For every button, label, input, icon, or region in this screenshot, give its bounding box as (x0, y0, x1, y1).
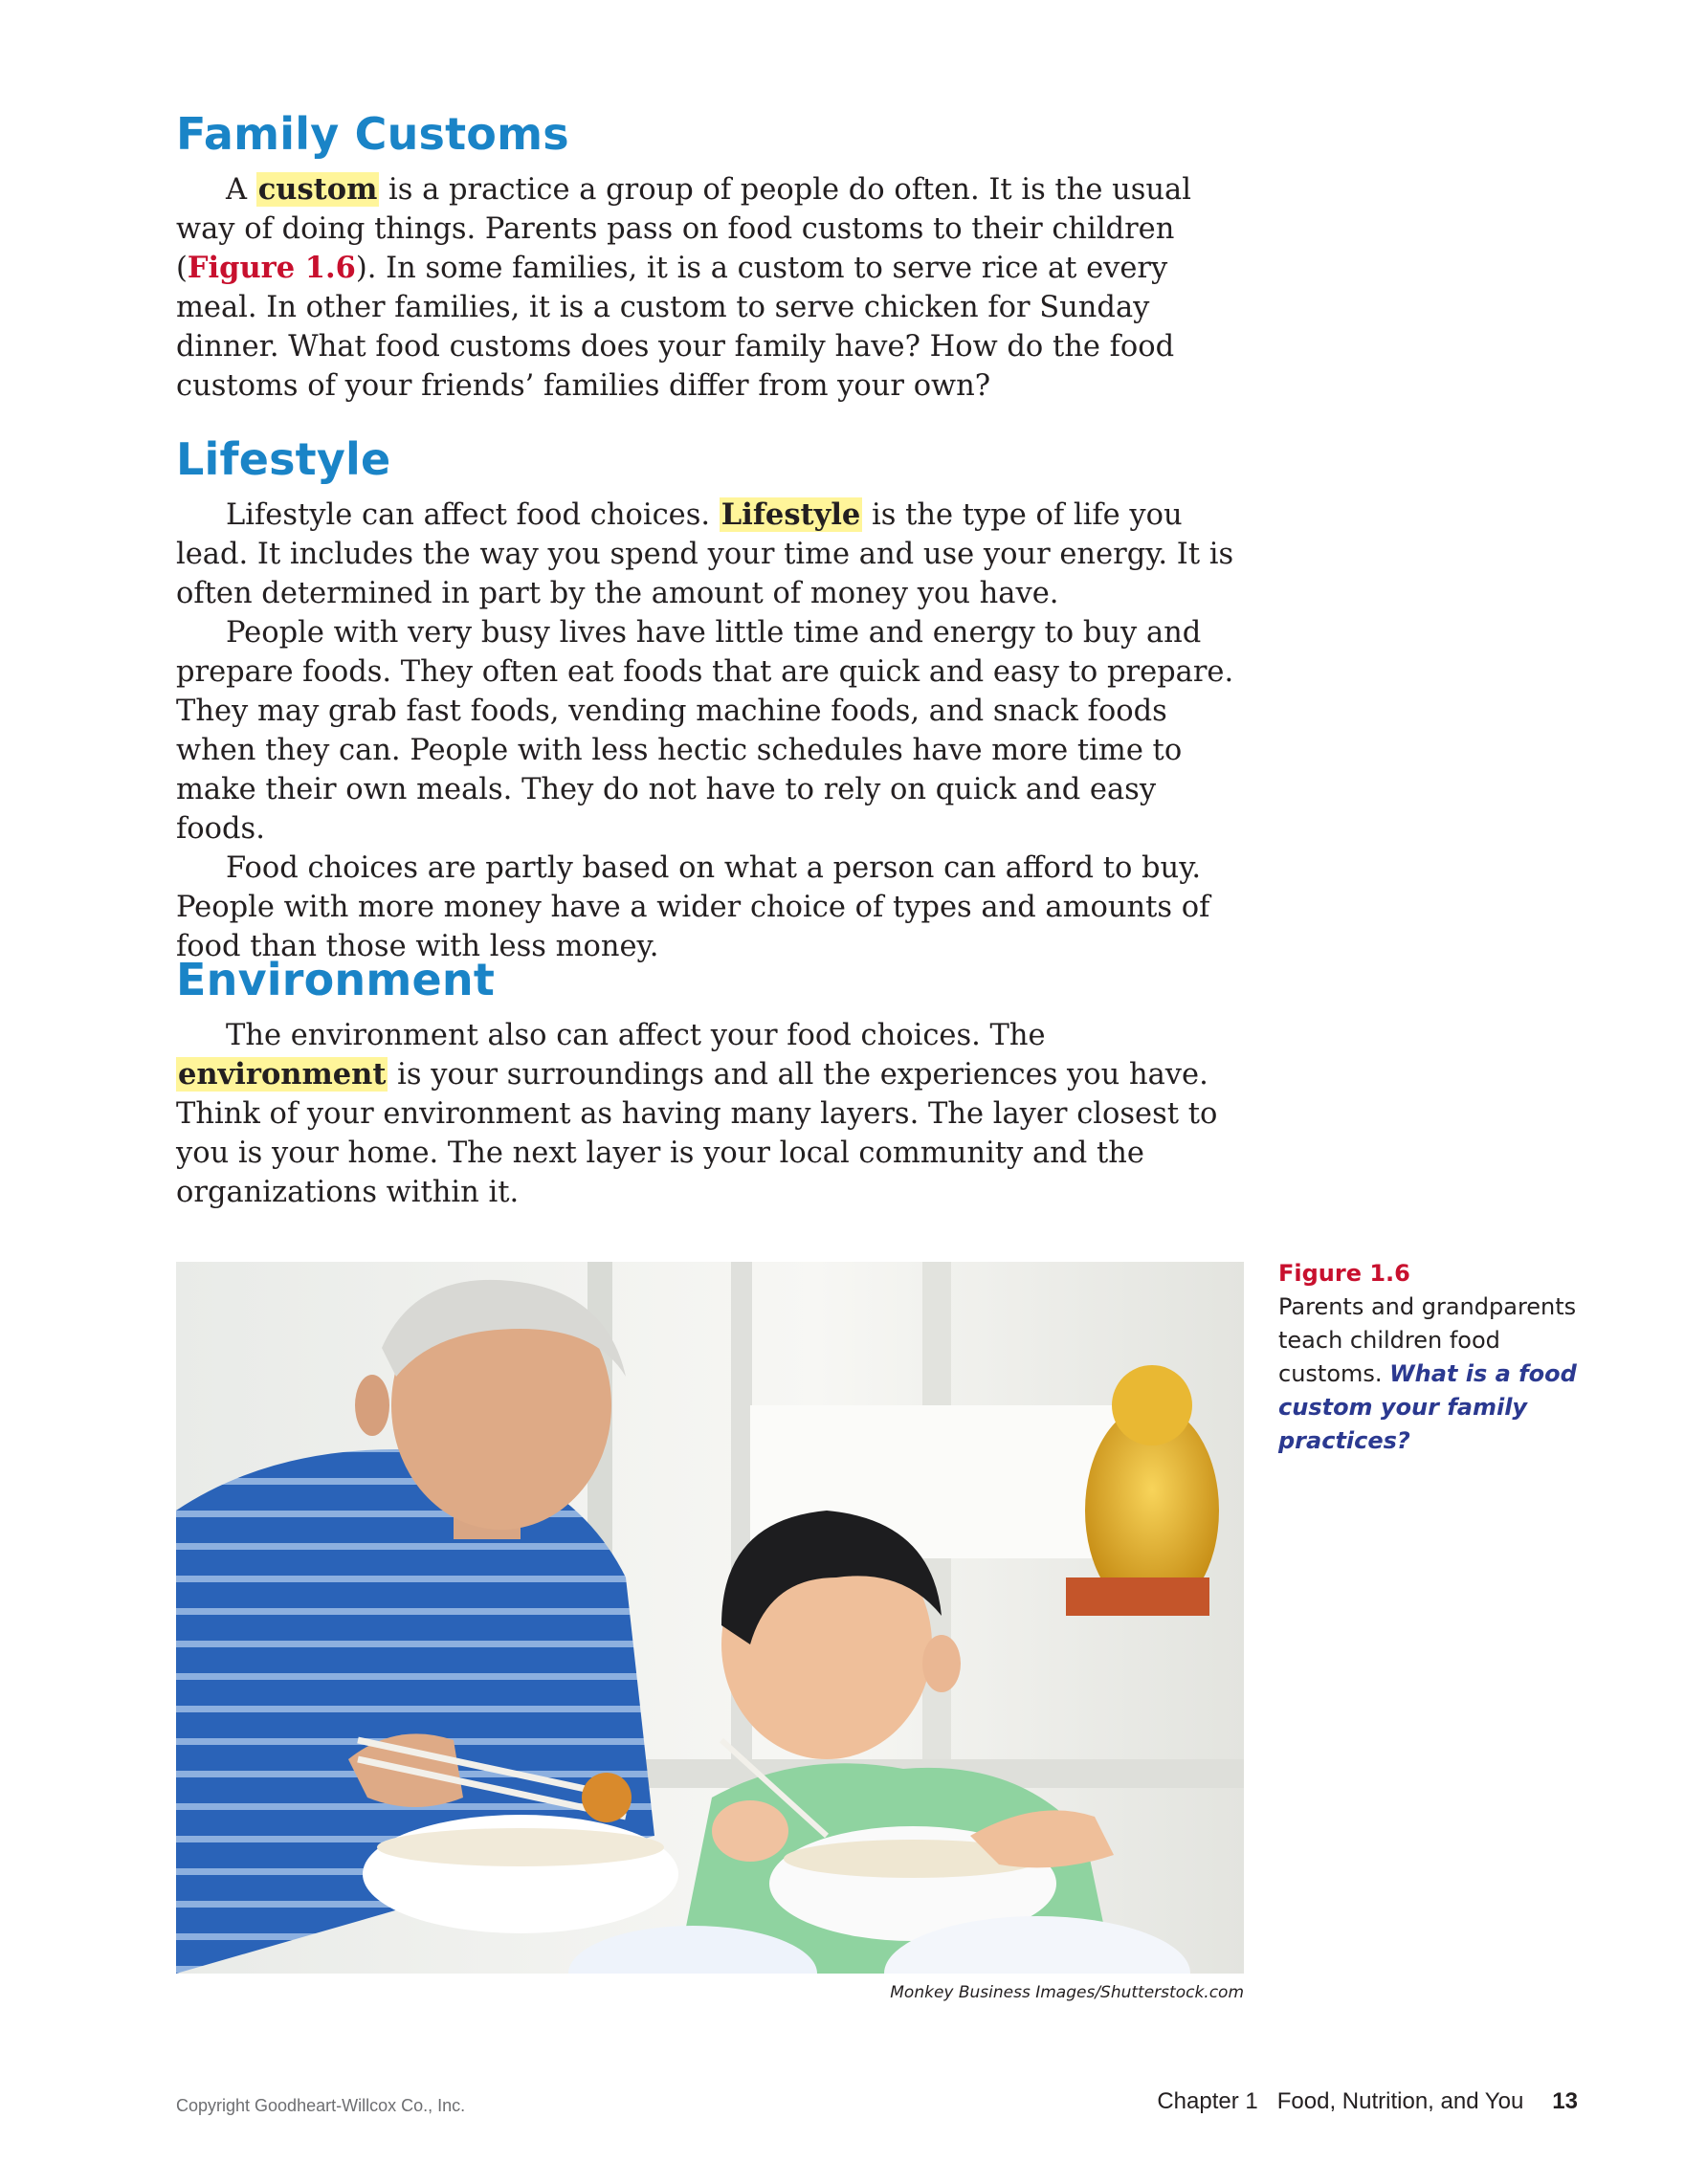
photo-illustration (176, 1262, 1244, 1974)
key-term-environment: environment (178, 1057, 387, 1092)
text-run: Lifestyle can affect food choices. (226, 498, 720, 532)
text-run: is a practice a group of people do often. It is the usual way of doing things. Parents pass on food customs to their children ( (176, 173, 1191, 285)
lifestyle-body (176, 496, 1253, 966)
caption-text: Parents and grandparents teach children food customs. (1278, 1293, 1577, 1387)
key-term-custom: custom (257, 172, 378, 207)
lifestyle-paragraph-3: Food choices are partly based on what a person can afford to buy. People with more money have a wider choice of types and amounts of food than those with less money. (176, 851, 1210, 963)
lifestyle-paragraph-1 (176, 496, 1253, 613)
family-customs-paragraph (176, 170, 1253, 406)
key-term-lifestyle: Lifestyle (720, 497, 861, 532)
environment-body (176, 1016, 1253, 1212)
environment-paragraph (176, 1016, 1253, 1212)
copyright-notice: Copyright Goodheart-Willcox Co., Inc. (176, 2096, 466, 2115)
figure-caption (1278, 1257, 1594, 1458)
text-run: The environment also can affect your food choices. The (226, 1019, 1046, 1052)
text-run: ). In some families, it is a custom to serve rice at every meal. In other families, it is a custom to serve chicken for Sunday dinner. What food customs does your family have? How do the food customs of your friends’ families differ from your own? (176, 252, 1175, 403)
heading-environment: Environment (176, 954, 496, 1005)
lifestyle-paragraph-2: People with very busy lives have little time and energy to buy and prepare foods. They often eat foods that are quick and easy to prepare. They may grab fast foods, vending machine foods, and snack foods when they can. People with less hectic schedules have more time to make their own meals. They do not have to rely on quick and easy foods. (176, 616, 1234, 846)
figure-reference-link[interactable]: Figure 1.6 (187, 251, 356, 285)
family-customs-body (176, 170, 1253, 406)
figure-label: Figure 1.6 (1278, 1260, 1410, 1287)
chapter-title: Food, Nutrition, and You (1276, 2088, 1524, 2114)
photo-credit: Monkey Business Images/Shutterstock.com (890, 1983, 1244, 2002)
heading-family-customs: Family Customs (176, 108, 569, 160)
page-number: 13 (1552, 2088, 1578, 2114)
caption-question: What is a food custom your family practices? (1278, 1360, 1577, 1454)
family-meal-photo (176, 1262, 1244, 1974)
text-run: A (226, 173, 256, 207)
chapter-number: Chapter 1 (1157, 2088, 1258, 2114)
text-run: is your surroundings and all the experiences you have. Think of your environment as having many layers. The layer closest to you is your home. The next layer is your local community and the organizations within it. (176, 1058, 1218, 1209)
heading-lifestyle: Lifestyle (176, 433, 391, 485)
running-footer (1157, 2088, 1578, 2115)
text-run: is the type of life you lead. It includes the way you spend your time and use your energy. It is often determined in part by the amount of money you have. (176, 498, 1234, 610)
